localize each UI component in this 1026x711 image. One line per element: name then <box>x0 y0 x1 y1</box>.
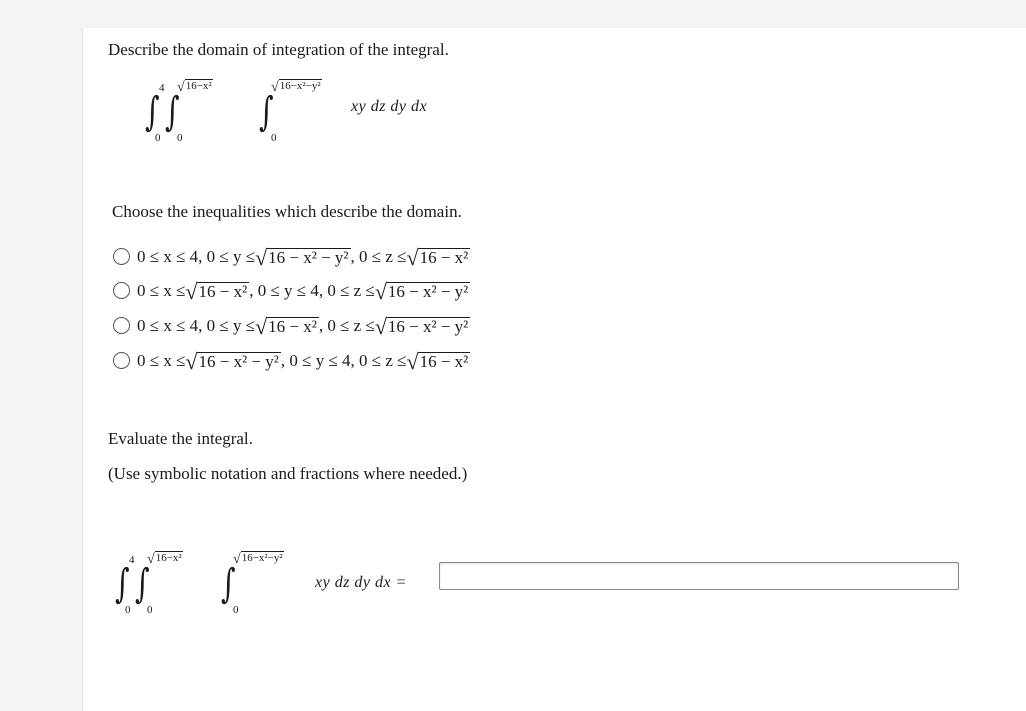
answer-input[interactable] <box>439 562 959 590</box>
outer-integral-sign: ∫ <box>115 561 130 607</box>
radio-button[interactable] <box>113 352 130 369</box>
outer-integral-sign: ∫ <box>145 89 160 135</box>
integral-expression <box>145 78 445 148</box>
inner-integral-sign: ∫ <box>221 561 236 607</box>
integrand: xy dz dy dx <box>351 98 428 115</box>
radio-button[interactable] <box>113 317 130 334</box>
hint-text: (Use symbolic notation and fractions where needed.) <box>108 464 468 483</box>
option-1[interactable] <box>113 244 470 268</box>
radio-button[interactable] <box>113 248 130 265</box>
option-text: 0 ≤ x ≤ 4, 0 ≤ y ≤ √ 16 − x² − y² , 0 ≤ z ≤ √ 16 − x² <box>137 245 469 270</box>
question-card <box>82 28 1026 711</box>
answer-integral-expression <box>115 550 445 620</box>
inner-upper-limit: √16−x²−y² <box>233 552 283 567</box>
middle-lower-limit: 0 <box>177 132 183 144</box>
middle-integral-sign: ∫ <box>135 561 150 607</box>
outer-upper-limit: 4 <box>159 82 165 94</box>
question-prompt: Describe the domain of integration of the integral. <box>108 40 449 59</box>
outer-upper-limit: 4 <box>129 554 135 566</box>
evaluate-label: Evaluate the integral. <box>108 429 253 448</box>
middle-upper-limit: √16−x² <box>147 552 182 567</box>
outer-lower-limit: 0 <box>155 132 161 144</box>
answer-integrand: xy dz dy dx = <box>315 574 407 591</box>
option-4[interactable] <box>113 348 470 372</box>
middle-integral-sign: ∫ <box>165 89 180 135</box>
option-2[interactable] <box>113 278 470 302</box>
inner-upper-limit: √16−x²−y² <box>271 80 321 95</box>
option-text: 0 ≤ x ≤ 4, 0 ≤ y ≤ √ 16 − x² , 0 ≤ z ≤ √ 16 − x² − y² <box>137 314 469 339</box>
inner-integral-sign: ∫ <box>259 89 274 135</box>
middle-lower-limit: 0 <box>147 604 153 616</box>
middle-upper-limit: √16−x² <box>177 80 212 95</box>
radio-button[interactable] <box>113 282 130 299</box>
choose-label: Choose the inequalities which describe the domain. <box>112 202 462 221</box>
option-3[interactable] <box>113 313 470 337</box>
outer-lower-limit: 0 <box>125 604 131 616</box>
option-text: 0 ≤ x ≤ √ 16 − x² , 0 ≤ y ≤ 4, 0 ≤ z ≤ √ 16 − x² − y² <box>137 279 469 304</box>
inner-lower-limit: 0 <box>233 604 239 616</box>
option-text: 0 ≤ x ≤ √ 16 − x² − y² , 0 ≤ y ≤ 4, 0 ≤ z ≤ √ 16 − x² <box>137 349 469 374</box>
inner-lower-limit: 0 <box>271 132 277 144</box>
